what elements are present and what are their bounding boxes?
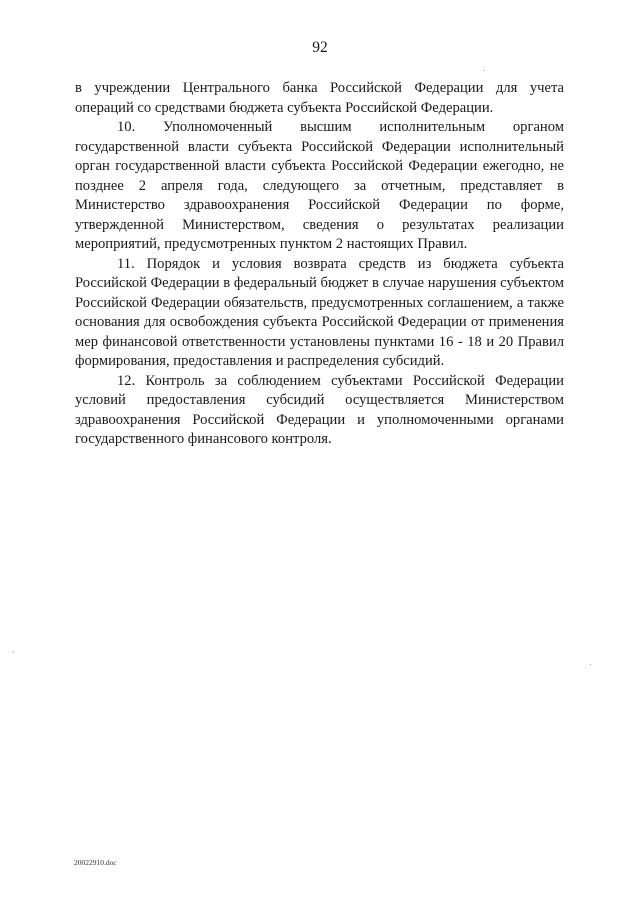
paragraph-continuation: в учреждении Центрального банка Российской Федерации для учета операций со средствами бюджета субъекта Российской Федерации.: [75, 80, 564, 116]
page-number: 92: [312, 39, 328, 56]
document-file-id: 20022910.doc: [74, 858, 117, 867]
document-body: [75, 79, 564, 450]
scan-speck: [13, 651, 14, 652]
paragraph-11: 11. Порядок и условия возврата средств из бюджета субъекта Российской Федерации в федеральный бюджет в случае нарушения субъектом Российской Федерации обязательств, предусмотренных соглашением, а также основания для освобождения субъекта Российской Федерации от применения мер финансовой ответственности установлены пунктами 16 - 18 и 20 Правил формирования, предоставления и распределения субсидий.: [75, 255, 564, 369]
scan-speck: [590, 664, 591, 665]
paragraph-10: 10. Уполномоченный высшим исполнительным органом государственной власти субъекта Российской Федерации исполнительный орган государственной власти субъекта Российской Федерации ежегодно, не позднее 2 апреля года, следующего за отчетным, представляет в Министерство здравоохранения Российской Федерации по форме, утвержденной Министерством, сведения о результатах реализации мероприятий, предусмотренных пунктом 2 настоящих Правил.: [75, 119, 564, 252]
paragraph-12: 12. Контроль за соблюдением субъектами Российской Федерации условий предоставления субсидий осуществляется Министерством здравоохранения Российской Федерации и уполномоченными органами государственного финансового контроля.: [75, 372, 564, 447]
scan-speck: [483, 70, 484, 71]
